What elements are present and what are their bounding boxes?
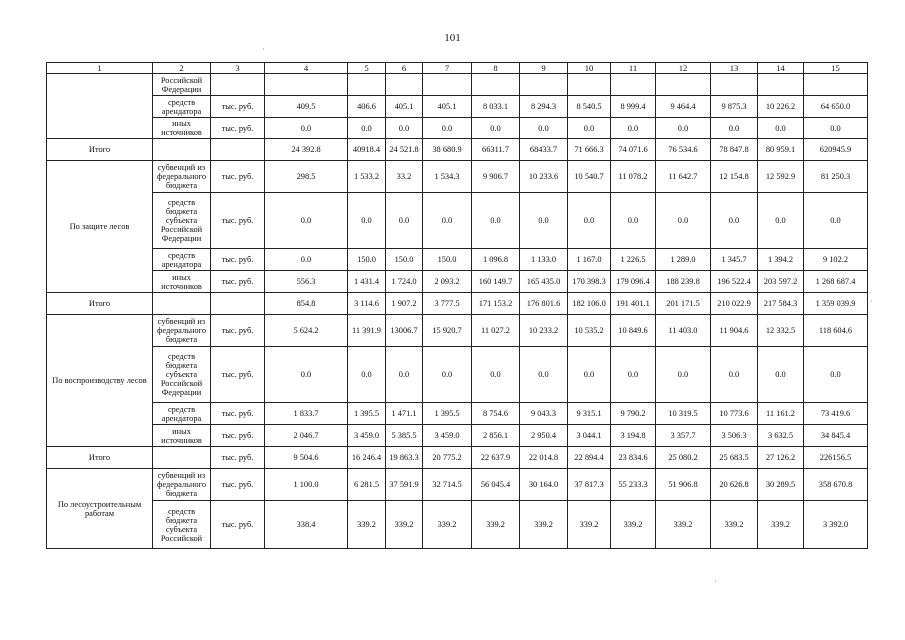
value-cell: 556.3 [265,271,348,293]
value-cell: 150.0 [386,249,423,271]
value-cell: 11 391.9 [348,315,386,347]
value-cell: 1 395.5 [423,403,472,425]
value-cell [711,74,758,96]
value-cell: 8 754.6 [472,403,520,425]
value-cell: 3 459.0 [423,425,472,447]
value-cell: 0.0 [348,118,386,139]
value-cell: 0.0 [656,347,711,403]
value-cell: 0.0 [472,347,520,403]
value-cell: 12 332.5 [758,315,804,347]
table-row [47,271,868,293]
source-cell [153,447,211,469]
table-row [47,469,868,501]
value-cell [568,74,611,96]
value-cell: 210 022.9 [711,293,758,315]
value-cell: 0.0 [804,193,868,249]
source-cell: иных источников [153,118,211,139]
value-cell: 165 435.0 [520,271,568,293]
value-cell: 2 856.1 [472,425,520,447]
column-number: 9 [520,63,568,74]
value-cell: 8 294.3 [520,96,568,118]
value-cell: 51 906.8 [656,469,711,501]
value-cell: 339.2 [472,501,520,549]
value-cell: 11 904.6 [711,315,758,347]
value-cell: 6 281.5 [348,469,386,501]
value-cell: 40918.4 [348,139,386,161]
value-cell: 3 777.5 [423,293,472,315]
unit-cell [211,139,265,161]
unit-cell: тыс. руб. [211,501,265,549]
value-cell: 22 637.9 [472,447,520,469]
value-cell: 3 506.3 [711,425,758,447]
value-cell [758,74,804,96]
value-cell: 358 670.8 [804,469,868,501]
column-number: 4 [265,63,348,74]
value-cell: 0.0 [758,193,804,249]
value-cell: 11 027.2 [472,315,520,347]
value-cell: 30 289.5 [758,469,804,501]
value-cell: 9 790.2 [611,403,656,425]
value-cell: 0.0 [348,193,386,249]
source-cell: средств бюджета субъекта Российской Федерации [153,193,211,249]
value-cell: 620945.9 [804,139,868,161]
value-cell: 0.0 [348,347,386,403]
table-row [47,96,868,118]
value-cell: 1 394.2 [758,249,804,271]
unit-cell: тыс. руб. [211,347,265,403]
source-cell [153,139,211,161]
value-cell: 1 833.7 [265,403,348,425]
column-number: 15 [804,63,868,74]
value-cell: 12 154.8 [711,161,758,193]
column-number-row [47,63,868,74]
value-cell: 170 398.3 [568,271,611,293]
value-cell: 9 102.2 [804,249,868,271]
value-cell: 9 504.6 [265,447,348,469]
source-cell: субвенций из федерального бюджета [153,161,211,193]
value-cell: 1 268 687.4 [804,271,868,293]
unit-cell: тыс. руб. [211,447,265,469]
column-number: 1 [47,63,153,74]
value-cell: 0.0 [520,118,568,139]
value-cell: 176 801.6 [520,293,568,315]
value-cell: 0.0 [711,347,758,403]
value-cell: 150.0 [423,249,472,271]
source-cell: средств арендатора [153,249,211,271]
value-cell: 10 540.7 [568,161,611,193]
value-cell: 203 597.2 [758,271,804,293]
value-cell: 76 534.6 [656,139,711,161]
value-cell: 3 632.5 [758,425,804,447]
unit-cell [211,293,265,315]
value-cell: 0.0 [804,347,868,403]
unit-cell: тыс. руб. [211,271,265,293]
table-row [47,501,868,549]
value-cell: 405.1 [386,96,423,118]
value-cell: 0.0 [758,347,804,403]
column-number: 11 [611,63,656,74]
value-cell: 1 359 039.9 [804,293,868,315]
unit-cell: тыс. руб. [211,193,265,249]
source-cell: Российской Федерации [153,74,211,96]
value-cell: 1 471.1 [386,403,423,425]
financing-table [46,62,868,549]
value-cell: 0.0 [472,118,520,139]
group-cell: Итого [47,139,153,161]
value-cell: 196 522.4 [711,271,758,293]
column-number: 13 [711,63,758,74]
unit-cell: тыс. руб. [211,249,265,271]
value-cell: 226156.5 [804,447,868,469]
value-cell: 30 164.0 [520,469,568,501]
value-cell: 188 239.8 [656,271,711,293]
value-cell: 1 100.0 [265,469,348,501]
column-number: 14 [758,63,804,74]
value-cell: 9 906.7 [472,161,520,193]
value-cell [348,74,386,96]
value-cell: 10 849.6 [611,315,656,347]
value-cell: 22 894.4 [568,447,611,469]
value-cell: 68433.7 [520,139,568,161]
value-cell [386,74,423,96]
value-cell: 201 171.5 [656,293,711,315]
value-cell: 66311.7 [472,139,520,161]
group-cell: Итого [47,447,153,469]
table-row [47,447,868,469]
scan-mark: · [262,44,265,54]
value-cell: 5 385.5 [386,425,423,447]
value-cell: 73 419.6 [804,403,868,425]
value-cell: 1 534.3 [423,161,472,193]
column-number: 2 [153,63,211,74]
group-cell: Итого [47,293,153,315]
group-cell: По защите лесов [47,161,153,293]
value-cell: 20 775.2 [423,447,472,469]
value-cell: 0.0 [804,118,868,139]
value-cell: 0.0 [520,193,568,249]
value-cell: 339.2 [656,501,711,549]
value-cell: 24 521.8 [386,139,423,161]
value-cell: 11 078.2 [611,161,656,193]
value-cell: 0.0 [423,347,472,403]
value-cell: 171 153.2 [472,293,520,315]
value-cell: 1 724.0 [386,271,423,293]
value-cell: 8 540.5 [568,96,611,118]
value-cell: 25 080.2 [656,447,711,469]
value-cell [472,74,520,96]
value-cell: 22 014.8 [520,447,568,469]
value-cell: 24 392.8 [265,139,348,161]
value-cell: 9 315.1 [568,403,611,425]
value-cell: 0.0 [265,193,348,249]
value-cell: 217 584.3 [758,293,804,315]
unit-cell: тыс. руб. [211,118,265,139]
column-number: 7 [423,63,472,74]
value-cell: 0.0 [611,193,656,249]
value-cell: 12 592.9 [758,161,804,193]
value-cell: 10 233.2 [520,315,568,347]
value-cell: 179 096.4 [611,271,656,293]
value-cell: 15 920.7 [423,315,472,347]
value-cell: 27 126.2 [758,447,804,469]
value-cell: 32 714.5 [423,469,472,501]
table-row [47,249,868,271]
value-cell: 78 847.8 [711,139,758,161]
value-cell: 37 817.3 [568,469,611,501]
value-cell: 10 773.6 [711,403,758,425]
value-cell: 3 114.6 [348,293,386,315]
unit-cell: тыс. руб. [211,96,265,118]
value-cell: 23 834.6 [611,447,656,469]
column-number: 12 [656,63,711,74]
value-cell: 1 907.2 [386,293,423,315]
table-row [47,425,868,447]
value-cell: 19 863.3 [386,447,423,469]
value-cell [611,74,656,96]
value-cell [656,74,711,96]
value-cell: 9 875.3 [711,96,758,118]
value-cell: 81 250.3 [804,161,868,193]
value-cell: 0.0 [656,193,711,249]
value-cell: 38 680.9 [423,139,472,161]
value-cell: 339.2 [568,501,611,549]
column-number: 6 [386,63,423,74]
unit-cell: тыс. руб. [211,425,265,447]
value-cell: 118 604.6 [804,315,868,347]
value-cell: 10 535.2 [568,315,611,347]
value-cell: 11 161.2 [758,403,804,425]
value-cell: 409.5 [265,96,348,118]
value-cell: 1 395.5 [348,403,386,425]
value-cell: 339.2 [758,501,804,549]
value-cell: 338.4 [265,501,348,549]
value-cell: 0.0 [568,347,611,403]
value-cell: 0.0 [423,193,472,249]
group-cell: По воспроизводству лесов [47,315,153,447]
column-number: 5 [348,63,386,74]
value-cell: 0.0 [386,347,423,403]
value-cell: 3 392.0 [804,501,868,549]
source-cell: субвенций из федерального бюджета [153,315,211,347]
group-cell [47,74,153,139]
value-cell: 9 043.3 [520,403,568,425]
value-cell: 3 044.1 [568,425,611,447]
value-cell: 0.0 [711,118,758,139]
value-cell: 1 431.4 [348,271,386,293]
value-cell: 33.2 [386,161,423,193]
value-cell: 854.8 [265,293,348,315]
value-cell: 8 033.1 [472,96,520,118]
value-cell: 2 046.7 [265,425,348,447]
value-cell: 339.2 [423,501,472,549]
value-cell: 11 642.7 [656,161,711,193]
value-cell: 339.2 [348,501,386,549]
value-cell: 2 093.2 [423,271,472,293]
value-cell: 191 401.1 [611,293,656,315]
value-cell: 1 533.2 [348,161,386,193]
column-number: 10 [568,63,611,74]
value-cell: 160 149.7 [472,271,520,293]
value-cell [265,74,348,96]
value-cell: 1 133.0 [520,249,568,271]
value-cell: 1 226.5 [611,249,656,271]
value-cell [423,74,472,96]
table-row [47,118,868,139]
value-cell [804,74,868,96]
unit-cell: тыс. руб. [211,161,265,193]
value-cell: 0.0 [472,193,520,249]
value-cell: 25 683.5 [711,447,758,469]
source-cell: иных источников [153,271,211,293]
scan-mark: · [870,296,873,306]
value-cell: 11 403.0 [656,315,711,347]
source-cell: средств бюджета субъекта Российской Федерации [153,347,211,403]
value-cell: 5 624.2 [265,315,348,347]
value-cell: 10 226.2 [758,96,804,118]
value-cell: 0.0 [386,118,423,139]
group-cell: По лесоустроительным работам [47,469,153,549]
value-cell: 34 845.4 [804,425,868,447]
value-cell: 0.0 [520,347,568,403]
value-cell: 13006.7 [386,315,423,347]
value-cell: 20 626.8 [711,469,758,501]
unit-cell: тыс. руб. [211,315,265,347]
value-cell: 0.0 [568,118,611,139]
value-cell: 0.0 [265,347,348,403]
value-cell: 3 357.7 [656,425,711,447]
value-cell: 182 106.0 [568,293,611,315]
value-cell: 0.0 [711,193,758,249]
value-cell: 10 319.5 [656,403,711,425]
value-cell: 0.0 [611,118,656,139]
value-cell: 1 345.7 [711,249,758,271]
table-row [47,293,868,315]
value-cell: 1 096.8 [472,249,520,271]
source-cell [153,293,211,315]
value-cell: 0.0 [758,118,804,139]
value-cell: 0.0 [656,118,711,139]
value-cell: 339.2 [611,501,656,549]
value-cell: 16 246.4 [348,447,386,469]
value-cell: 71 666.3 [568,139,611,161]
value-cell: 56 045.4 [472,469,520,501]
column-number: 3 [211,63,265,74]
value-cell: 339.2 [386,501,423,549]
value-cell: 64 650.0 [804,96,868,118]
value-cell: 0.0 [265,118,348,139]
value-cell: 3 459.0 [348,425,386,447]
value-cell: 0.0 [611,347,656,403]
table-row [47,347,868,403]
unit-cell: тыс. руб. [211,403,265,425]
value-cell: 0.0 [423,118,472,139]
value-cell: 0.0 [386,193,423,249]
table-row [47,74,868,96]
value-cell: 74 071.6 [611,139,656,161]
source-cell: средств арендатора [153,403,211,425]
value-cell: 55 233.3 [611,469,656,501]
source-cell: средств арендатора [153,96,211,118]
value-cell [520,74,568,96]
value-cell: 150.0 [348,249,386,271]
table-row [47,403,868,425]
value-cell: 10 233.6 [520,161,568,193]
value-cell: 339.2 [520,501,568,549]
value-cell: 0.0 [568,193,611,249]
value-cell: 9 464.4 [656,96,711,118]
source-cell: субвенций из федерального бюджета [153,469,211,501]
table-row [47,315,868,347]
page-number: 101 [444,32,461,44]
table-row [47,193,868,249]
value-cell: 298.5 [265,161,348,193]
table-row [47,161,868,193]
value-cell: 3 194.8 [611,425,656,447]
scan-mark: · [714,576,717,586]
value-cell: 2 950.4 [520,425,568,447]
value-cell: 1 289.0 [656,249,711,271]
table-row [47,139,868,161]
value-cell: 406.6 [348,96,386,118]
value-cell: 37 591.9 [386,469,423,501]
value-cell: 80 959.1 [758,139,804,161]
value-cell: 8 999.4 [611,96,656,118]
column-number: 8 [472,63,520,74]
value-cell: 1 167.0 [568,249,611,271]
source-cell: иных источников [153,425,211,447]
value-cell: 405.1 [423,96,472,118]
source-cell: средств бюджета субъекта Российской [153,501,211,549]
unit-cell: тыс. руб. [211,469,265,501]
value-cell: 339.2 [711,501,758,549]
value-cell: 0.0 [265,249,348,271]
unit-cell [211,74,265,96]
